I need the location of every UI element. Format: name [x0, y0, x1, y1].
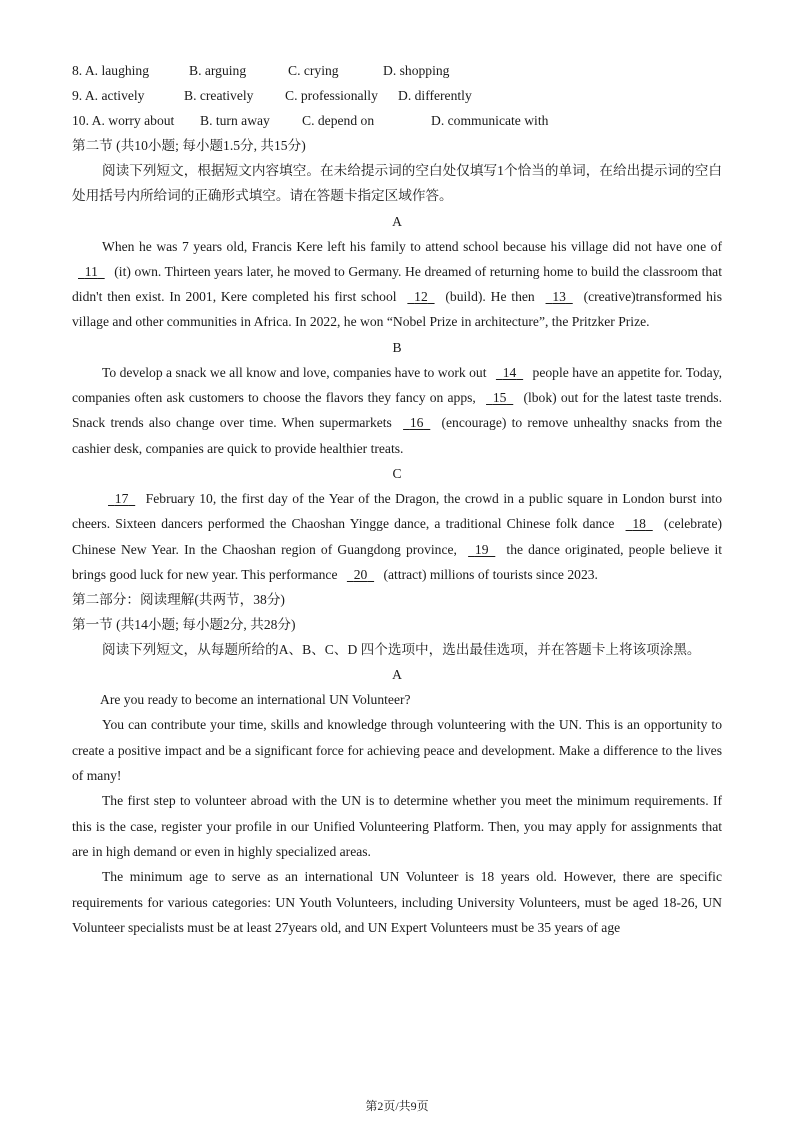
- passage-b-t1: To develop a snack we all know and love, companies have to work out: [102, 364, 490, 380]
- reading-a-letter: A: [392, 667, 402, 683]
- blank-16: 16: [409, 415, 424, 431]
- passage-b-letter: B: [392, 339, 402, 355]
- question-9-options: [72, 83, 722, 108]
- reading-a-paragraph-1: You can contribute your time, skills and knowledge through volunteering with the UN. This is an opportunity to create a positive impact and be a significant force for achieving peace and development. Make a difference to the lives of many!: [72, 717, 722, 784]
- blank-17: 17: [114, 490, 129, 506]
- reading-a-title: Are you ready to become an international UN Volunteer?: [100, 692, 411, 708]
- passage-c-t2: (celebrate) Chinese New Year. In the Chaoshan region of Guangdong province,: [72, 516, 722, 557]
- option-9a: 9. A. actively: [72, 88, 145, 103]
- passage-b-text: [72, 360, 722, 461]
- option-10c: C. depend on: [302, 113, 375, 128]
- blank-19: 19: [474, 541, 489, 557]
- passage-c-letter: C: [392, 465, 402, 481]
- option-8b: B. arguing: [189, 63, 247, 78]
- blank-12: 12: [414, 289, 428, 305]
- passage-b-t2: people have an appetite for. Today, companies often ask customers to choose the flavors they fancy on apps,: [72, 364, 722, 406]
- question-10-options: [72, 108, 722, 133]
- part2-heading: 第二部分：阅读理解(共两节，38分): [72, 592, 285, 608]
- blank-18: 18: [632, 516, 646, 532]
- passage-c-t4: (attract) millions of tourists since 2023.: [380, 566, 598, 582]
- page-number: 第2页/共9页: [365, 1099, 429, 1113]
- option-8d: D. shopping: [383, 63, 450, 78]
- question-8-options: [72, 58, 722, 83]
- section2-heading: 第二节 (共10小题; 每小题1.5分, 共15分): [72, 138, 306, 153]
- option-10b: B. turn away: [200, 113, 270, 128]
- option-9d: D. differently: [398, 88, 472, 103]
- reading-a-paragraph-3: The minimum age to serve as an international UN Volunteer is 18 years old. However, there are specific requirements for various categories: UN Youth Volunteers, including University Volunteers, must be aged 18-26, UN Volunteer specialists must be at least 27years old, and UN Expert Volunteers must be 35 years of age: [72, 869, 722, 935]
- option-9c: C. professionally: [285, 88, 378, 103]
- option-10d: D. communicate with: [431, 113, 549, 128]
- passage-a-t1: When he was 7 years old, Francis Kere left his family to attend school because his village did not have one of: [102, 238, 722, 254]
- passage-c-t1: February 10, the first day of the Year of the Dragon, the crowd in a public square in London burst into cheers. Sixteen dancers performed the Chaoshan Yingge dance, a traditional Chinese folk dance: [72, 490, 722, 532]
- passage-c-text: [72, 486, 722, 587]
- part2-instruction: 阅读下列短文，从每题所给的A、B、C、D 四个选项中，选出最佳选项，并在答题卡上将该项涂黑。: [102, 642, 701, 658]
- passage-b-t4: (encourage) to remove unhealthy snacks from the cashier desk, companies are quick to provide healthier treats.: [72, 415, 722, 456]
- exam-page: [72, 58, 722, 940]
- passage-a-t2: (it) own. Thirteen years later, he moved to Germany. He dreamed of returning home to build the classroom that didn't then exist. In 2001, Kere completed his first school: [72, 263, 722, 305]
- passage-b-t3: (lbok) out for the latest taste trends. Snack trends also change over time. When supermarkets: [72, 390, 722, 431]
- passage-a-t3: (build). He then: [440, 289, 540, 305]
- blank-13: 13: [552, 289, 566, 305]
- option-8a: 8. A. laughing: [72, 63, 150, 78]
- passage-c-t3: the dance originated, people believe it brings good luck for new year. This performance: [72, 541, 722, 582]
- option-10a: 10. A. worry about: [72, 113, 175, 128]
- passage-a-text: [72, 234, 722, 335]
- blank-11: 11: [84, 263, 98, 279]
- passage-a-t4: (creative)transformed his village and other communities in Africa. In 2022, he won “Nobel Prize in architecture”, the Pritzker Prize.: [72, 289, 723, 330]
- option-9b: B. creatively: [184, 88, 254, 103]
- section2-instruction: 阅读下列短文，根据短文内容填空。在未给提示词的空白处仅填写1个恰当的单词，在给出提示词的空白处用括号内所给词的正确形式填空。请在答题卡指定区域作答。: [72, 163, 722, 204]
- blank-14: 14: [502, 364, 517, 380]
- option-8c: C. crying: [288, 63, 339, 78]
- reading-a-paragraph-2: The first step to volunteer abroad with the UN is to determine whether you meet the minimum requirements. If this is the case, register your profile in our Unified Volunteering Platform. Then, you may apply for assignments that are in high demand or even in highly specialized areas.: [72, 793, 722, 859]
- part2-section1-heading: 第一节 (共14小题; 每小题2分, 共28分): [72, 617, 296, 633]
- blank-20: 20: [353, 566, 368, 582]
- blank-15: 15: [492, 390, 507, 406]
- passage-a-letter: A: [392, 213, 402, 229]
